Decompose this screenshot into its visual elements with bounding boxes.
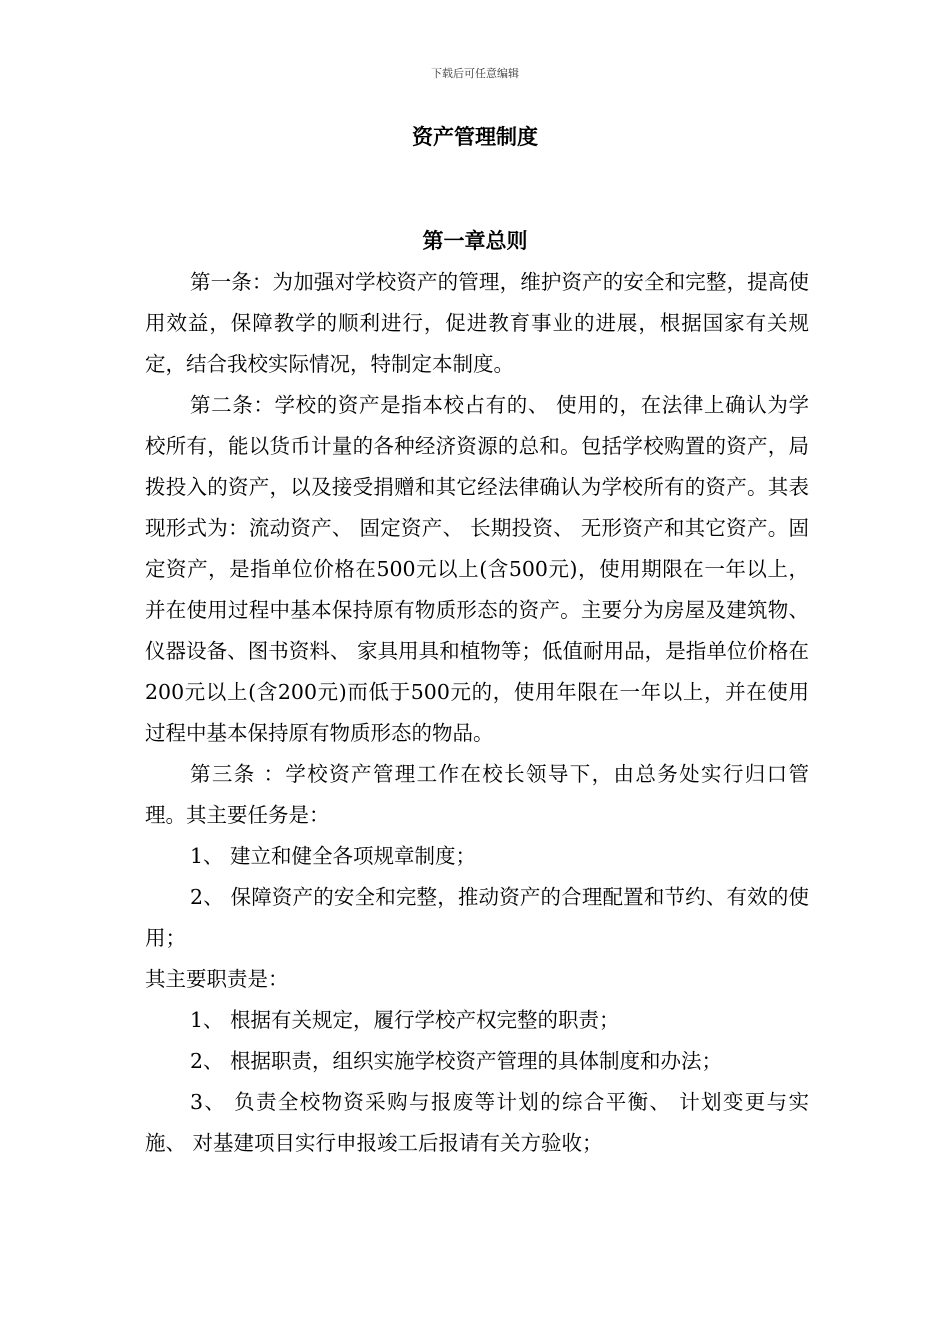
document-title: 资产管理制度 xyxy=(412,125,538,149)
duty-item-2: 2、 根据职责，组织实施学校资产管理的具体制度和办法； xyxy=(190,1049,723,1073)
article-1: 第一条：为加强对学校资产的管理，维护资产的安全和完整，提高使用效益，保障教学的顺利进行，促进教育事业的进展，根据国家有关规定，结合我校实际情况，特制定本制度。 xyxy=(145,270,809,376)
duty-item-3: 3、 负责全校物资采购与报废等计划的综合平衡、 计划变更与实施、 对基建项目实行申报竣工后报请有关方验收； xyxy=(145,1090,809,1155)
article-3: 第三条 ：学校资产管理工作在校长领导下，由总务处实行归口管理。其主要任务是： xyxy=(145,762,809,827)
duty-item-1: 1、 根据有关规定，履行学校产权完整的职责； xyxy=(190,1008,620,1032)
chapter-heading: 第一章总则 xyxy=(422,229,528,253)
task-item-1: 1、 建立和健全各项规章制度； xyxy=(190,844,477,868)
task-item-2: 2、 保障资产的安全和完整，推动资产的合理配置和节约、有效的使用； xyxy=(145,885,809,950)
duties-heading: 其主要职责是： xyxy=(145,967,289,991)
article-2: 第二条：学校的资产是指本校占有的、 使用的，在法律上确认为学校所有，能以货币计量的各种经济资源的总和。包括学校购置的资产，局拨投入的资产，以及接受捐赠和其它经法律确认为学校所有的资产。其表现形式为：流动资产、 固定资产、 长期投资、 无形资产和其它资产。固定资产，是指单位价格在500元以上(含500元)，使用期限在一年以上，并在使用过程中基本保持原有物质形态的资产。主要分为房屋及建筑物、 仪器设备、图书资料、 家具用具和植物等；低值耐用品，是指单位价格在200元以上(含200元)而低于500元的，使用年限在一年以上，并在使用过程中基本保持原有物质形态的物品。 xyxy=(145,393,809,745)
header-note: 下载后可任意编辑 xyxy=(431,67,519,80)
document-body xyxy=(145,262,809,1164)
